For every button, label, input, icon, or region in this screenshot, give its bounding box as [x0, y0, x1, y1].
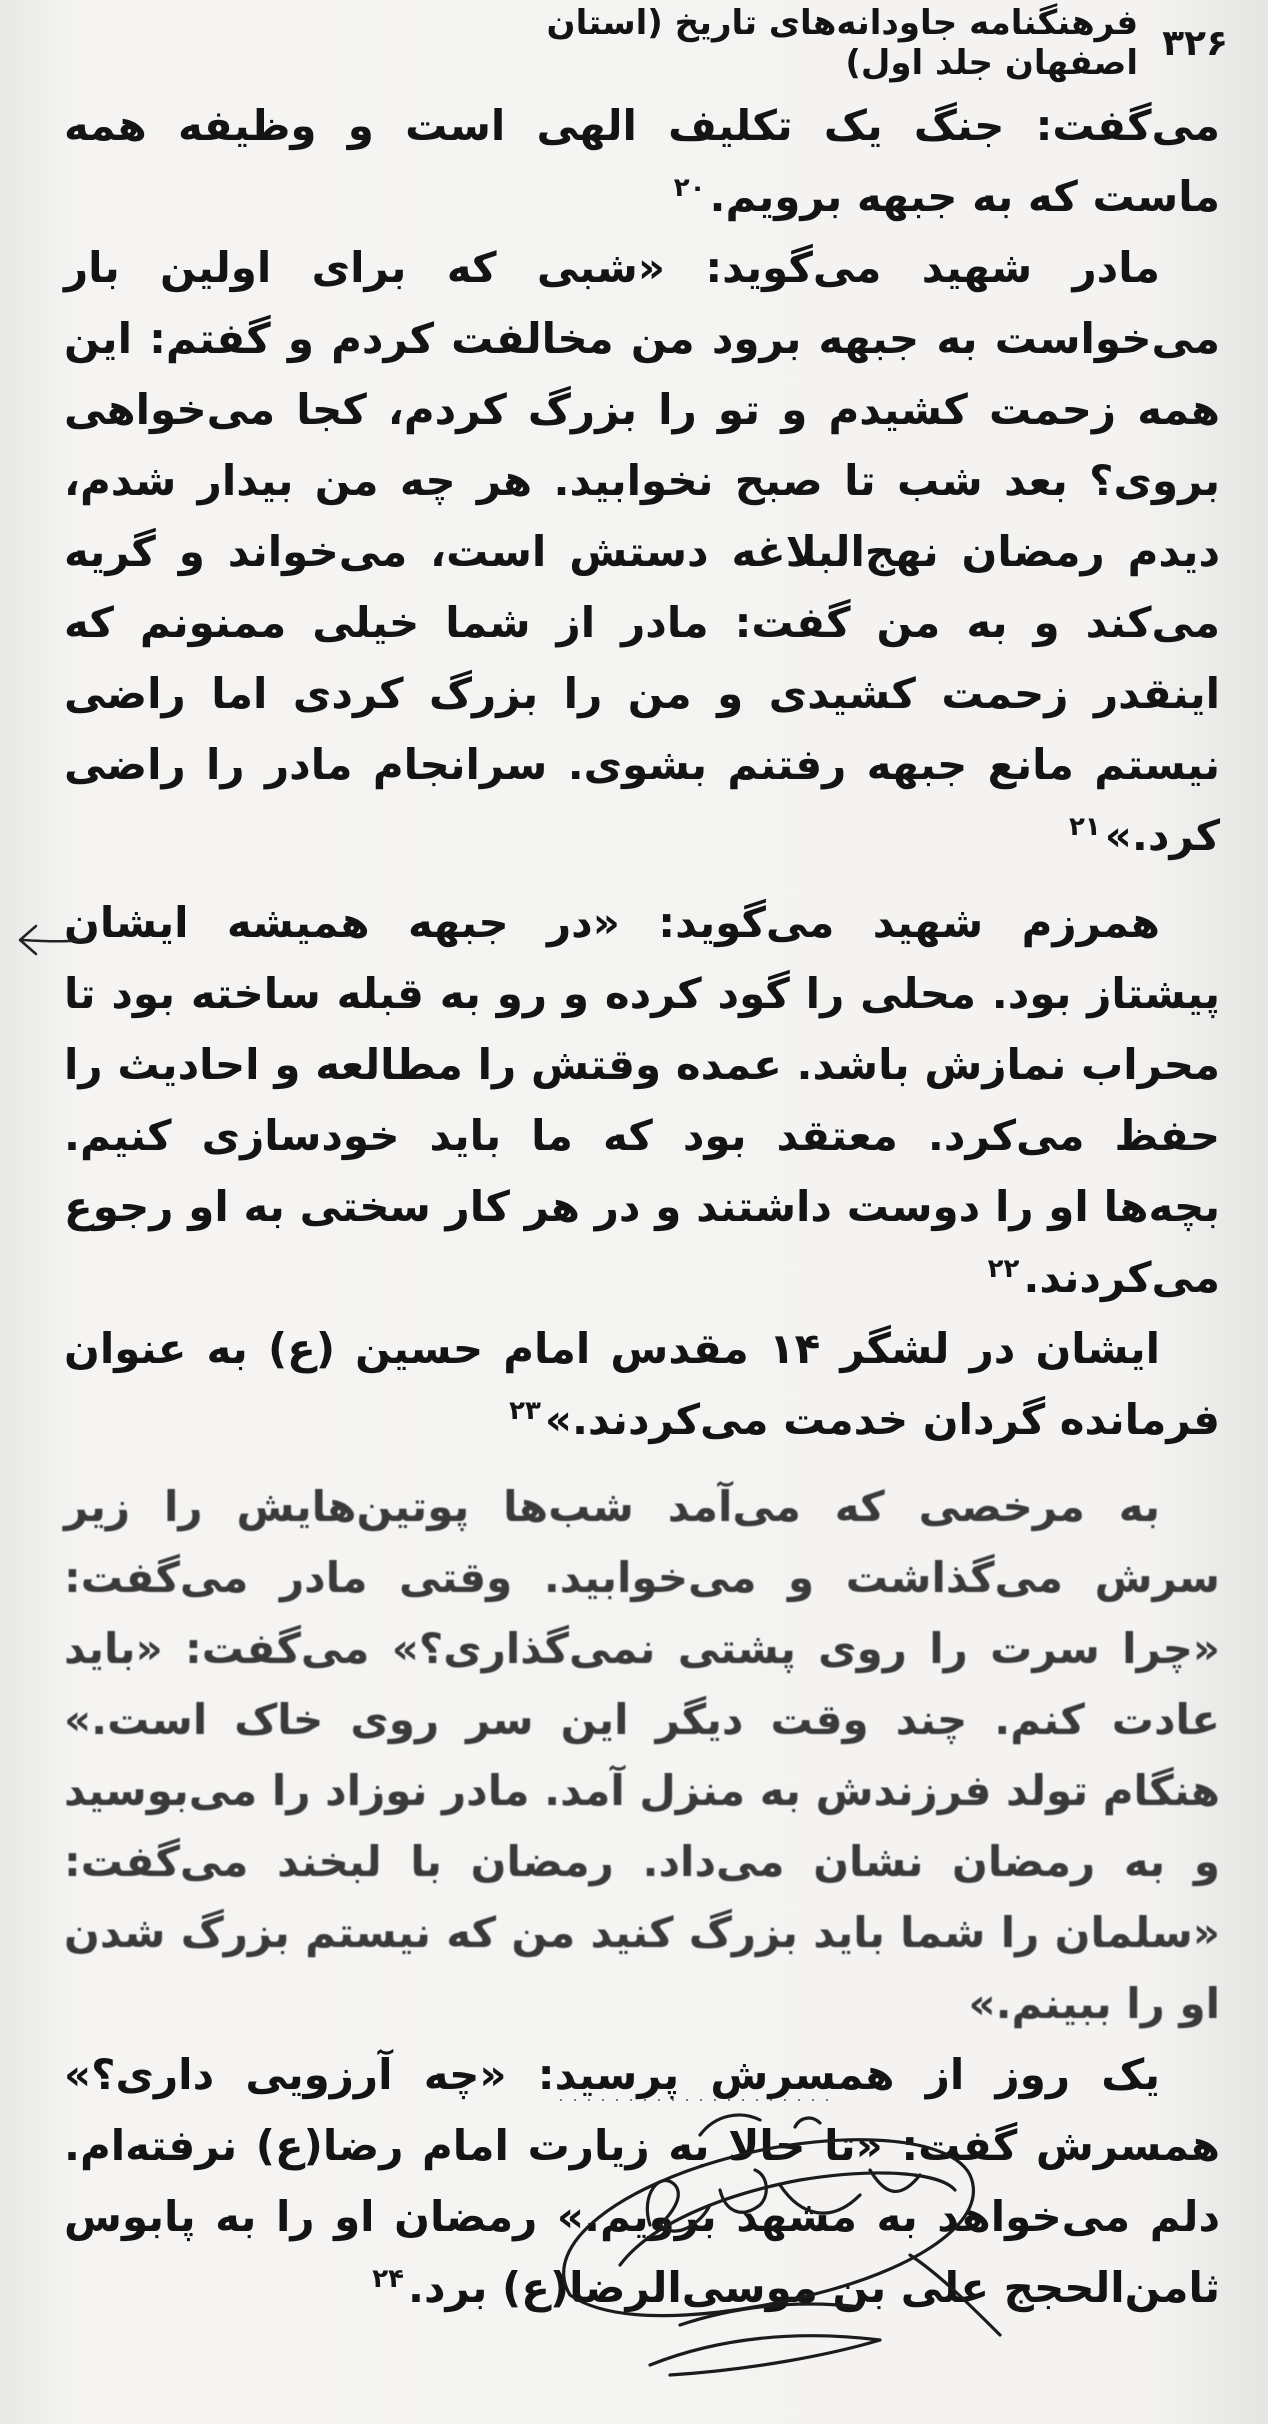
- footnote-ref: ۲۱: [1069, 812, 1101, 842]
- paragraph-text: همرزم شهید می‌گوید: «در جبهه همیشه ایشان پیشتاز بود. محلی را گود کرده و رو به قبله ساخته بود تا محراب نمازش باشد. عمده وقتش را مطالعه و احادیث را حفظ می‌کرد. معتقد بود که ما باید خودسازی کنیم. بچه‌ها او را دوست داشتند و در هر کار سختی به او رجوع می‌کردند.: [64, 898, 1220, 1302]
- body-text: [64, 90, 1220, 2323]
- footnote-ref: ۲۲: [987, 1254, 1020, 1284]
- footnote-ref: ۲۰: [673, 173, 706, 203]
- page-number: ۳۲۶: [1162, 22, 1228, 64]
- paragraph: [64, 90, 1220, 232]
- paragraph-text: مادر شهید می‌گوید: «شبی که برای اولین بار می‌خواست به جبهه برود من مخالفت کردم و گفتم: این همه زحمت کشیدم و تو را بزرگ کردم، کجا می‌خواهی بروی؟ بعد شب تا صبح نخوابید. هر چه من بیدار شدم، دیدم رمضان نهج‌البلاغه دستش است، می‌خواند و گریه می‌کند و به من گفت: مادر از شما خیلی ممنونم که اینقدر زحمت کشیدی و من را بزرگ کردی اما راضی نیستم مانع جبهه رفتنم بشوی. سرانجام مادر را راضی کرد.»: [64, 243, 1220, 860]
- paragraph: [64, 887, 1220, 1313]
- paragraph-text: می‌گفت: جنگ یک تکلیف الهی است و وظیفه همه ماست که به جبهه برویم.: [64, 101, 1220, 221]
- handwritten-signature: [500, 2075, 1020, 2395]
- footnote-ref: ۲۳: [509, 1396, 541, 1426]
- paragraph-text: به مرخصی که می‌آمد شب‌ها پوتین‌هایش را زیر سرش می‌گذاشت و می‌خوابید. وقتی مادر می‌گفت: «چرا سرت را روی پشتی نمی‌گذاری؟» می‌گفت: «باید عادت کنم. چند وقت دیگر این سر روی خاک است.» هنگام تولد فرزندش به منزل آمد. مادر نوزاد را می‌بوسید و به رمضان نشان می‌داد. رمضان با لبخند می‌گفت: «سلمان را شما باید بزرگ کنید من که نیستم بزرگ شدن او را ببینم.»: [64, 1482, 1220, 2028]
- paragraph: [64, 1471, 1220, 2039]
- paragraph-text: یک روز از همسرش پرسید: «چه آرزویی داری؟» همسرش گفت: «تا حالا به زیارت امام رضا(ع) نرفته‌ام. دلم می‌خواهد به مشهد برویم.» رمضان او را به پابوس ثامن‌الحجج علی بن موسی‌الرضا(ع) برد.: [64, 2050, 1220, 2312]
- page-header: [440, 3, 1228, 83]
- paragraph: [64, 232, 1220, 871]
- margin-arrow-icon: [14, 916, 94, 966]
- footnote-ref: ۲۴: [372, 2264, 405, 2294]
- book-title: فرهنگنامه جاودانه‌های تاریخ (استان اصفهان جلد اول): [546, 3, 1139, 83]
- paragraph: [64, 1313, 1220, 1455]
- paragraph-text: ایشان در لشگر ۱۴ مقدس امام حسین (ع) به عنوان فرمانده گردان خدمت می‌کردند.»: [64, 1324, 1220, 1444]
